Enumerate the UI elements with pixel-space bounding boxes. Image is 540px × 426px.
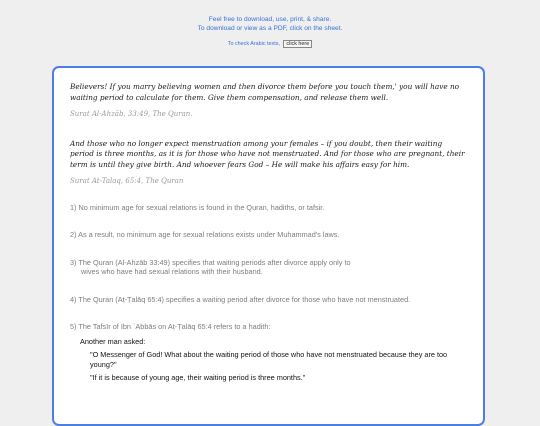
point-1: 1) No minimum age for sexual relations is found in the Quran, hadiths, or tafsir. (70, 202, 325, 212)
hadith-intro: Another man asked: (80, 336, 146, 346)
arabic-click-here-button[interactable]: click here (283, 40, 312, 48)
arabic-check-row (0, 40, 540, 49)
verse-reference: Surat At-Talaq, 65:4, The Quran (70, 176, 184, 185)
point-3 (70, 258, 467, 277)
point-3-text: 3) The Quran (Al-Ahzāb 33:49) specifies that waiting periods after divorce apply only to (70, 257, 351, 267)
verse-quote: Believers! If you marry believing women and then divorce them before you touch them,' you will have no waiting period to calculate for them. Give them compensation, and release them well. (70, 82, 460, 102)
page-header (0, 0, 540, 49)
pdf-note: To download or view as a PDF, click on the sheet. (197, 24, 343, 32)
point-2: 2) As a result, no minimum age for sexual relations exists under Muhammad's laws. (70, 230, 340, 240)
document-sheet[interactable] (52, 66, 485, 426)
verse-quote: And those who no longer expect menstruation among your females – if you doubt, then their waiting period is three months, as it is for those who have not menstruated. And for those who are pregnant, their term is until they give birth. And whoever fears God – He will make his affairs easy for him. (70, 138, 465, 170)
share-note: Feel free to download, use, print, & share. (208, 16, 332, 23)
point-3-continuation: wives who have had sexual relations with their husband. (81, 267, 263, 277)
point-5: 5) The Tafsīr of Ibn `Abbās on Aṭ-Ṭalāq 65:4 refers to a hadith: (70, 322, 271, 332)
arabic-prompt: To check Arabic texts, (227, 41, 280, 47)
hadith-block (70, 337, 467, 383)
hadith-answer: "If it is because of young age, their waiting period is three months." (90, 373, 306, 383)
verse-reference: Surat Al-Ahzāb, 33:49, The Quran. (70, 109, 193, 118)
hadith-question: "O Messenger of God! What about the waiting period of those who have not menstruated because they are too young?" (90, 350, 448, 369)
point-4: 4) The Quran (Aṭ-Ṭalāq 65:4) specifies a waiting period after divorce for those who have not menstruated. (70, 294, 411, 304)
